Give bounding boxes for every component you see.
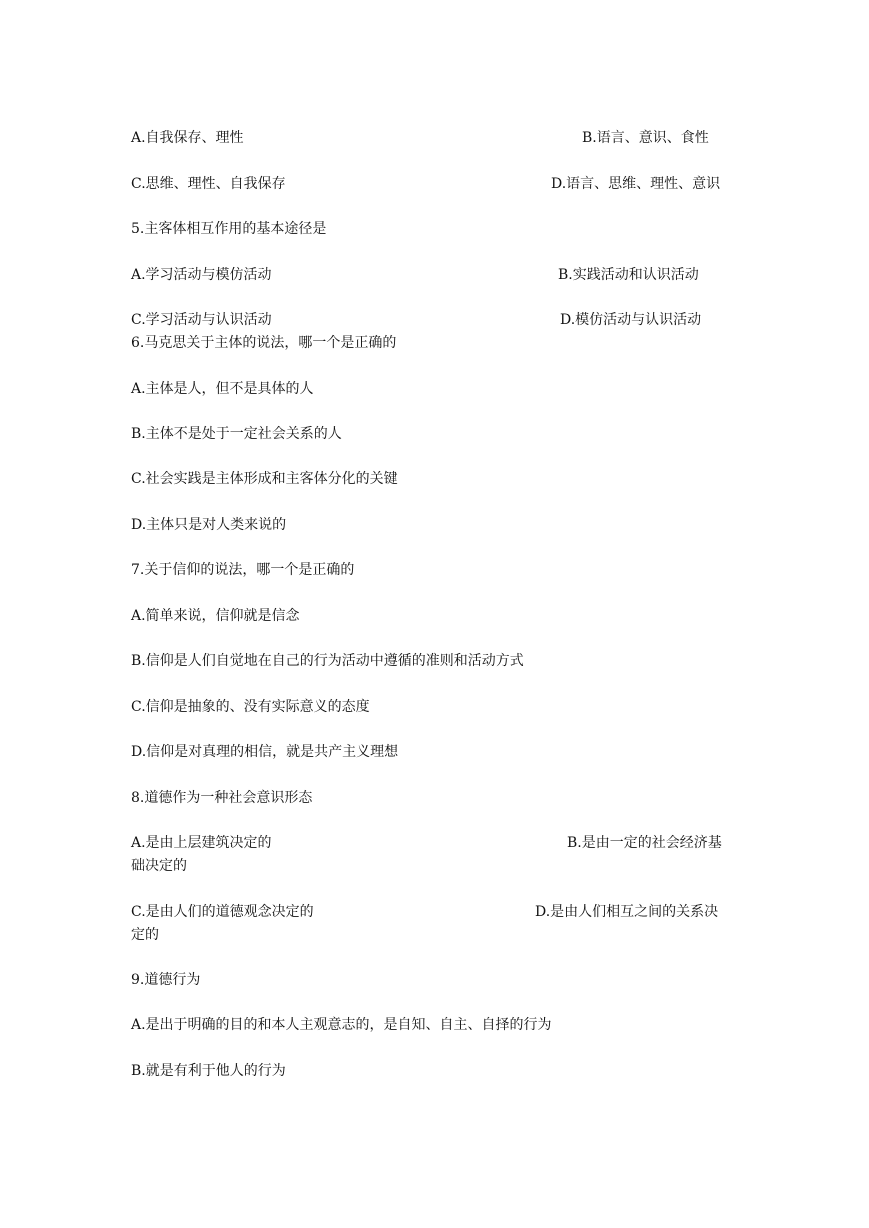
q8-option-c: C.是由人们的道德观念决定的 bbox=[131, 904, 314, 920]
q5-option-c: C.学习活动与认识活动 bbox=[131, 312, 272, 328]
q8-option-a: A.是由上层建筑决定的 bbox=[131, 835, 272, 851]
q8-option-d-continued: 定的 bbox=[131, 927, 159, 943]
q5-option-a: A.学习活动与模仿活动 bbox=[131, 267, 272, 283]
q8-option-b-continued: 础决定的 bbox=[131, 858, 187, 874]
option-b: B.语言、意识、食性 bbox=[582, 130, 709, 146]
option-d: D.语言、思维、理性、意识 bbox=[551, 176, 721, 192]
q8-option-d: D.是由人们相互之间的关系决 bbox=[535, 904, 719, 920]
option-c: C.思维、理性、自我保存 bbox=[131, 176, 286, 192]
question-9: 9.道德行为 bbox=[131, 972, 201, 988]
question-6: 6.马克思关于主体的说法，哪一个是正确的 bbox=[131, 335, 397, 351]
question-8: 8.道德作为一种社会意识形态 bbox=[131, 790, 313, 806]
option-a: A.自我保存、理性 bbox=[131, 130, 244, 146]
q7-option-a: A.简单来说，信仰就是信念 bbox=[131, 608, 300, 624]
q7-option-b: B.信仰是人们自觉地在自己的行为活动中遵循的准则和活动方式 bbox=[131, 653, 524, 669]
q7-option-d: D.信仰是对真理的相信，就是共产主义理想 bbox=[131, 744, 399, 760]
q9-option-b: B.就是有利于他人的行为 bbox=[131, 1063, 286, 1079]
q6-option-d: D.主体只是对人类来说的 bbox=[131, 517, 287, 533]
q7-option-c: C.信仰是抽象的、没有实际意义的态度 bbox=[131, 699, 370, 715]
question-7: 7.关于信仰的说法，哪一个是正确的 bbox=[131, 562, 355, 578]
q9-option-a: A.是出于明确的目的和本人主观意志的，是自知、自主、自择的行为 bbox=[131, 1017, 552, 1033]
q6-option-c: C.社会实践是主体形成和主客体分化的关键 bbox=[131, 471, 398, 487]
question-5: 5.主客体相互作用的基本途径是 bbox=[131, 221, 327, 237]
q5-option-d: D.模仿活动与认识活动 bbox=[560, 312, 702, 328]
q6-option-a: A.主体是人，但不是具体的人 bbox=[131, 381, 314, 397]
q6-option-b: B.主体不是处于一定社会关系的人 bbox=[131, 426, 342, 442]
q5-option-b: B.实践活动和认识活动 bbox=[558, 267, 699, 283]
q8-option-b: B.是由一定的社会经济基 bbox=[567, 835, 722, 851]
